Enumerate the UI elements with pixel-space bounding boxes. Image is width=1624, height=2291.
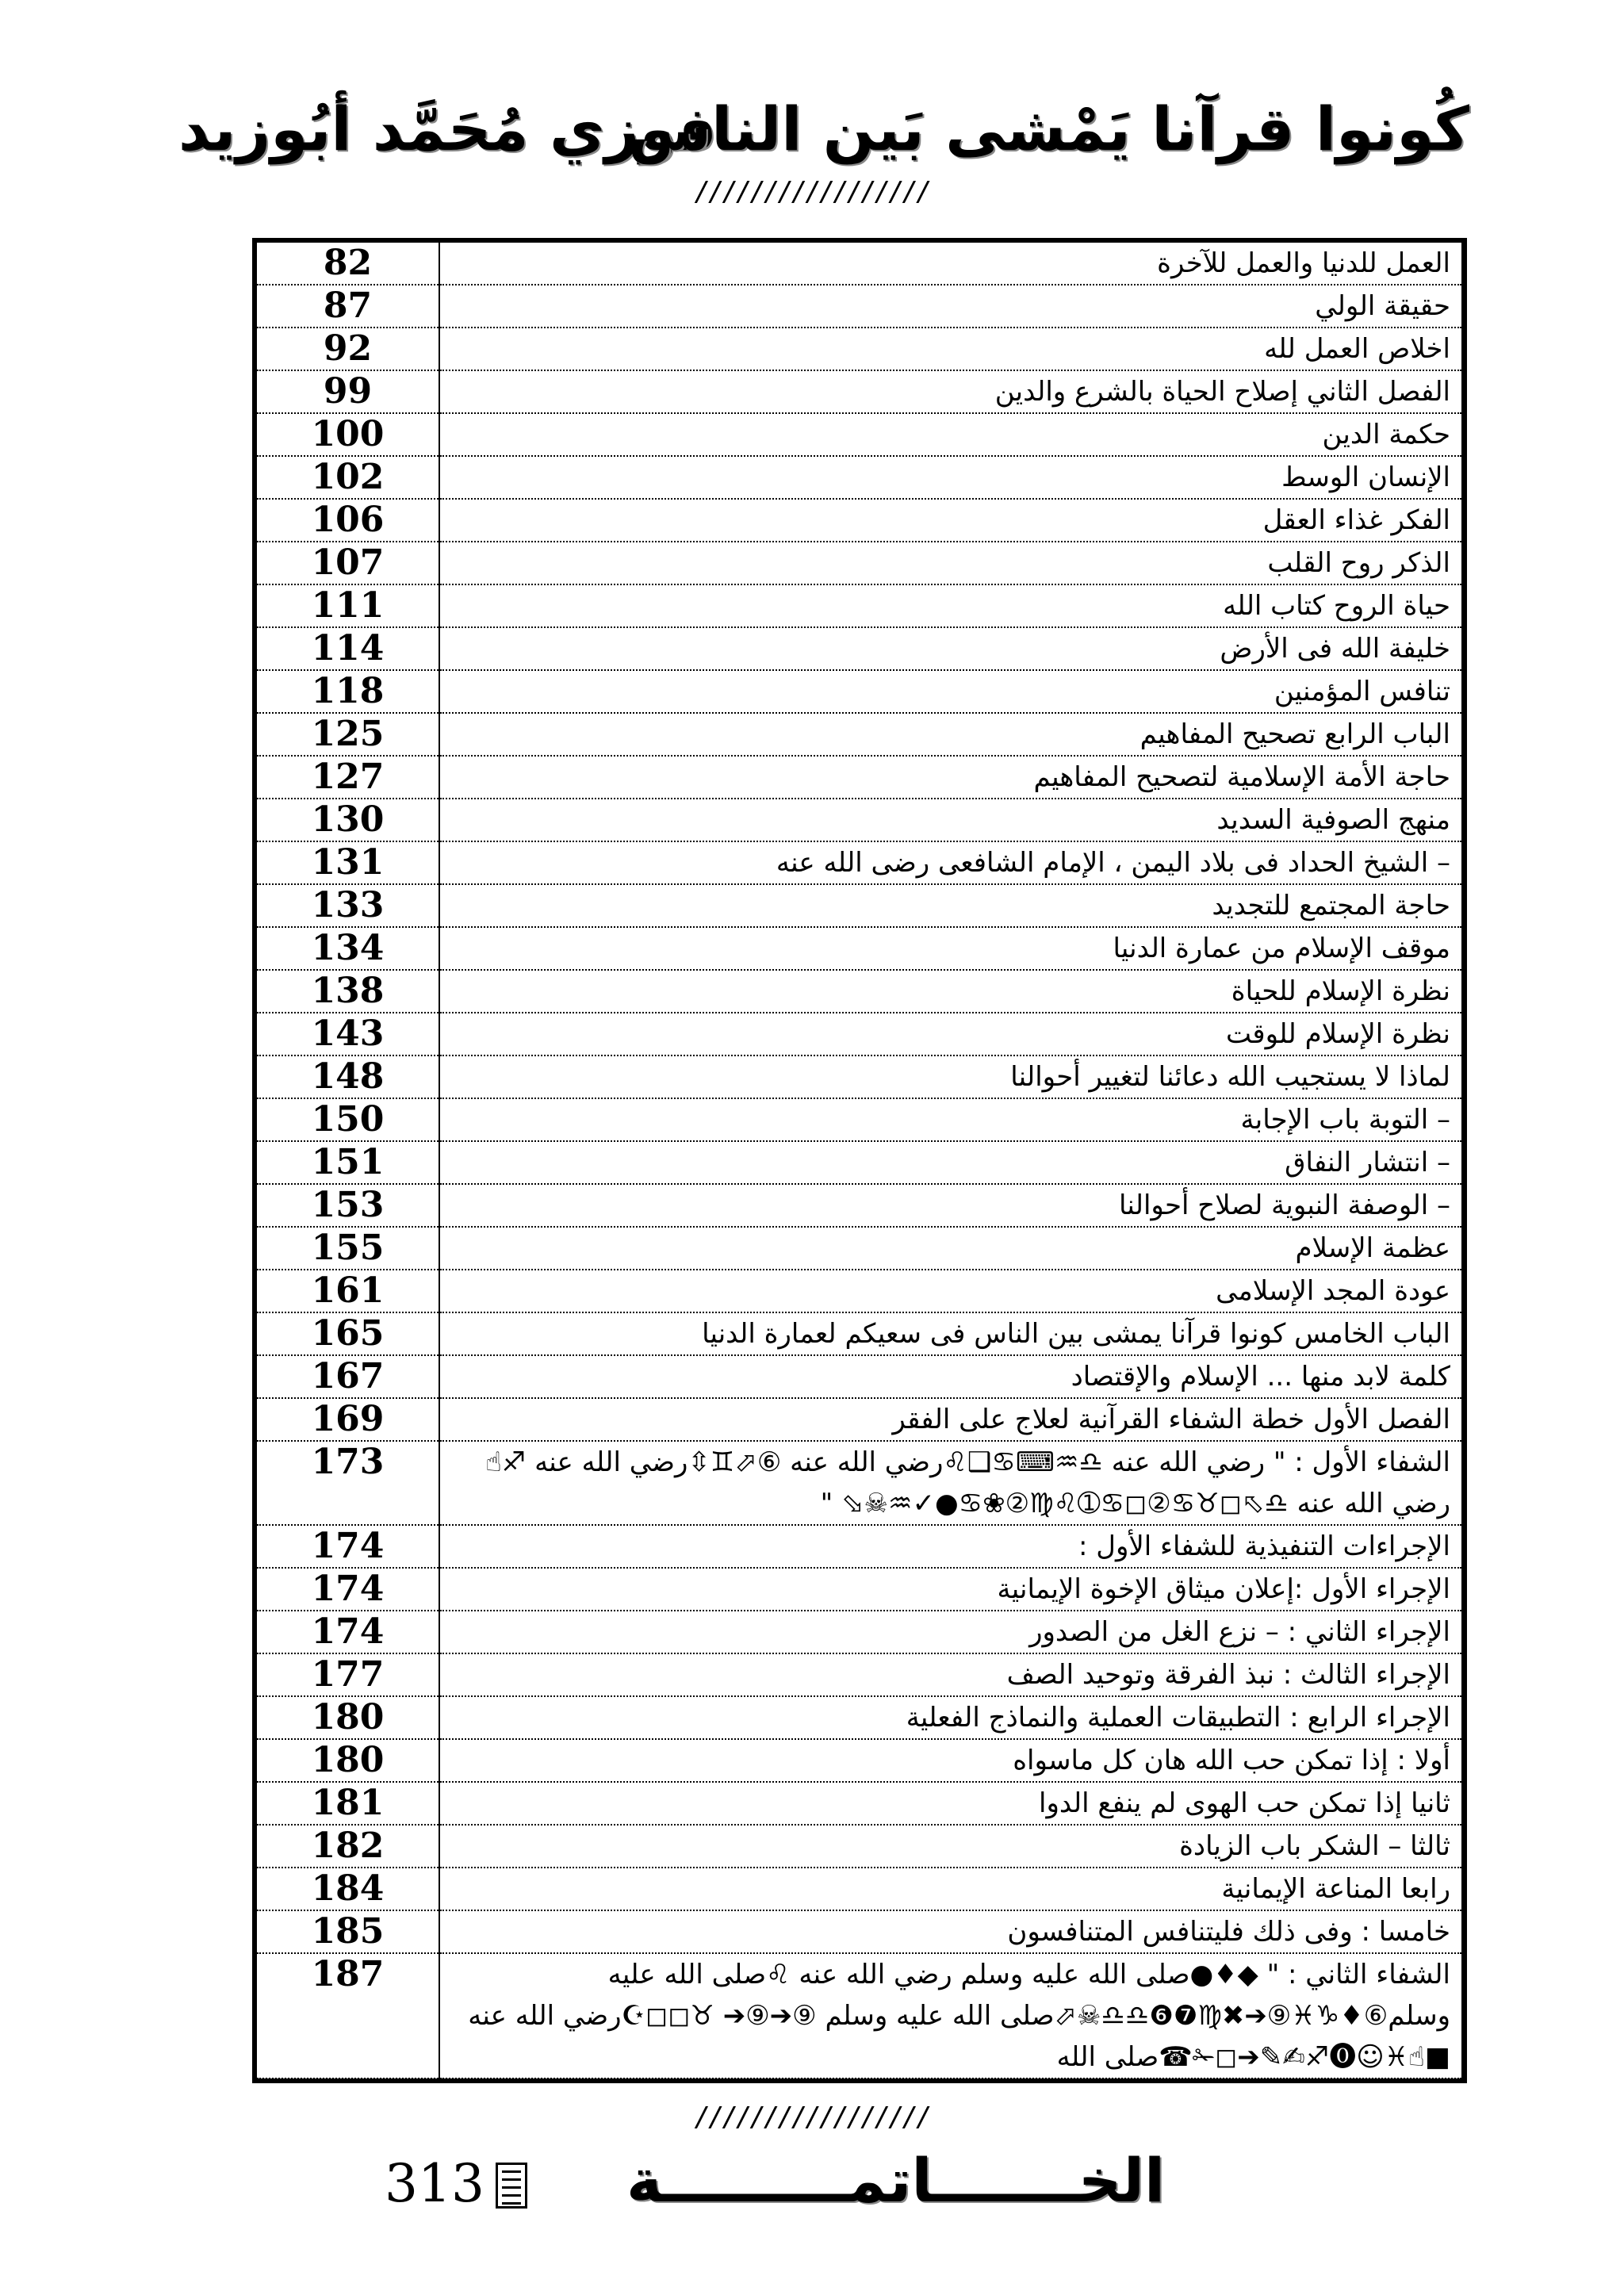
- toc-entry-title: كلمة لابد منها ... الإسلام والإقتصاد: [439, 1355, 1461, 1398]
- toc-row: [257, 970, 1461, 1013]
- toc-page-number: 102: [257, 456, 439, 499]
- toc-row: [257, 1910, 1461, 1953]
- toc-body: [257, 243, 1461, 2078]
- toc-row: [257, 1525, 1461, 1568]
- toc-row: [257, 1653, 1461, 1696]
- toc-page-number: 173: [257, 1441, 439, 1525]
- toc-row: [257, 413, 1461, 456]
- toc-row: [257, 670, 1461, 713]
- toc-entry-title: الشفاء الثاني : " ◆♦●صلى الله عليه وسلم رضي الله عنه ♌صلى الله عليه وسلم⑥♦♑♓⑨➔✖♍❼❻♎♎☠⬀صلى الله عليه وسلم ⑨➔⑨➔ ♉◻◻☪رضي الله عنه ■☝♓☺⓿♐✍✎➔◻✁☎صلى الله: [439, 1953, 1461, 2078]
- toc-page-number: 106: [257, 499, 439, 542]
- toc-entry-title: – انتشار النفاق: [439, 1141, 1461, 1184]
- toc-row: [257, 1141, 1461, 1184]
- toc-entry-title: نظرة الإسلام للوقت: [439, 1013, 1461, 1055]
- toc-page-number: 131: [257, 841, 439, 884]
- toc-row: [257, 1184, 1461, 1227]
- toc-row: [257, 285, 1461, 328]
- toc-row: [257, 1868, 1461, 1910]
- toc-row: [257, 841, 1461, 884]
- book-title: كُونوا قرآنا يَمْشى بَين الناس: [628, 94, 1469, 164]
- toc-row: [257, 1355, 1461, 1398]
- toc-page-number: 148: [257, 1055, 439, 1098]
- toc-entry-title: أولا : إذا تمكن حب الله هان كل ماسواه: [439, 1739, 1461, 1782]
- toc-page-number: 100: [257, 413, 439, 456]
- toc-row: [257, 927, 1461, 970]
- toc-row: [257, 1098, 1461, 1141]
- toc-entry-title: الباب الرابع تصحيح المفاهيم: [439, 713, 1461, 756]
- toc-row: [257, 713, 1461, 756]
- toc-row: [257, 1013, 1461, 1055]
- toc-row: [257, 1055, 1461, 1098]
- toc-row: [257, 584, 1461, 627]
- toc-page-number: 107: [257, 542, 439, 584]
- toc-row: [257, 1825, 1461, 1868]
- toc-entry-title: الفكر غذاء العقل: [439, 499, 1461, 542]
- toc-row: [257, 1782, 1461, 1825]
- toc-page-number: 127: [257, 756, 439, 799]
- bottom-divider: /////////////////: [694, 2101, 930, 2133]
- toc-row: [257, 1568, 1461, 1611]
- toc-row: [257, 499, 1461, 542]
- toc-row: [257, 328, 1461, 370]
- toc-entry-title: تنافس المؤمنين: [439, 670, 1461, 713]
- page-footer: [0, 2145, 1624, 2240]
- toc-row: [257, 243, 1461, 285]
- toc-entry-title: العمل للدنيا والعمل للآخرة: [439, 243, 1461, 285]
- toc-page-number: 182: [257, 1825, 439, 1868]
- toc-page-number: 99: [257, 370, 439, 413]
- toc-page-number: 177: [257, 1653, 439, 1696]
- toc-row: [257, 627, 1461, 670]
- toc-row: [257, 1441, 1461, 1525]
- toc-entry-title: حكمة الدين: [439, 413, 1461, 456]
- toc-row: [257, 1953, 1461, 2078]
- toc-entry-title: اخلاص العمل لله: [439, 328, 1461, 370]
- page-number: 313: [385, 2153, 485, 2214]
- toc-page-number: 161: [257, 1270, 439, 1312]
- toc-entry-title: عظمة الإسلام: [439, 1227, 1461, 1270]
- toc-entry-title: خليفة الله فى الأرض: [439, 627, 1461, 670]
- table-of-contents: [252, 238, 1467, 2083]
- toc-entry-title: الإنسان الوسط: [439, 456, 1461, 499]
- toc-entry-title: حقيقة الولي: [439, 285, 1461, 328]
- toc-entry-title: حاجة الأمة الإسلامية لتصحيح المفاهيم: [439, 756, 1461, 799]
- toc-row: [257, 1739, 1461, 1782]
- author-name: فوزي مُحَمَّد أبُوزيد: [178, 94, 717, 164]
- toc-page-number: 143: [257, 1013, 439, 1055]
- toc-page-number: 165: [257, 1312, 439, 1355]
- toc-page-number: 155: [257, 1227, 439, 1270]
- toc-entry-title: عودة المجد الإسلامى: [439, 1270, 1461, 1312]
- toc-entry-title: ثانيا إذا تمكن حب الهوى لم ينفع الدوا: [439, 1782, 1461, 1825]
- toc-page-number: 174: [257, 1525, 439, 1568]
- toc-entry-title: موقف الإسلام من عمارة الدنيا: [439, 927, 1461, 970]
- section-name: الخـــــــاتمـــــــــة: [626, 2145, 1166, 2216]
- toc-row: [257, 1611, 1461, 1653]
- toc-page-number: 174: [257, 1568, 439, 1611]
- toc-page-number: 118: [257, 670, 439, 713]
- toc-page-number: 87: [257, 285, 439, 328]
- toc-row: [257, 1227, 1461, 1270]
- toc-entry-title: خامسا : وفى ذلك فليتنافس المتنافسون: [439, 1910, 1461, 1953]
- document-icon: [496, 2163, 527, 2209]
- toc-entry-title: رابعا المناعة الإيمانية: [439, 1868, 1461, 1910]
- toc-page-number: 180: [257, 1696, 439, 1739]
- toc-page-number: 130: [257, 799, 439, 841]
- toc-entry-title: ثالثا – الشكر باب الزيادة: [439, 1825, 1461, 1868]
- toc-entry-title: الإجراء الرابع : التطبيقات العملية والنماذج الفعلية: [439, 1696, 1461, 1739]
- toc-entry-title: حاجة المجتمع للتجديد: [439, 884, 1461, 927]
- toc-entry-title: الشفاء الأول : " رضي الله عنه ♎♒⌨♋❑♌رضي الله عنه ⑥⬀♊⇳رضي الله عنه ♐☝رضي الله عنه ♎⬁◻♉♋②◻♋➀♌♍②❀♋●✓♒☠⬂ ": [439, 1441, 1461, 1525]
- toc-row: [257, 756, 1461, 799]
- toc-row: [257, 1312, 1461, 1355]
- toc-entry-title: – التوبة باب الإجابة: [439, 1098, 1461, 1141]
- toc-row: [257, 456, 1461, 499]
- toc-entry-title: الذكر روح القلب: [439, 542, 1461, 584]
- toc-entry-title: الفصل الأول خطة الشفاء القرآنية لعلاج على الفقر: [439, 1398, 1461, 1441]
- toc-page-number: 185: [257, 1910, 439, 1953]
- toc-row: [257, 370, 1461, 413]
- toc-page-number: 114: [257, 627, 439, 670]
- toc-page-number: 111: [257, 584, 439, 627]
- toc-page-number: 180: [257, 1739, 439, 1782]
- toc-entry-title: الإجراءات التنفيذية للشفاء الأول :: [439, 1525, 1461, 1568]
- toc-page-number: 169: [257, 1398, 439, 1441]
- page-header: [0, 94, 1624, 181]
- toc-entry-title: الإجراء الثاني : – نزع الغل من الصدور: [439, 1611, 1461, 1653]
- toc-page-number: 174: [257, 1611, 439, 1653]
- toc-entry-title: حياة الروح كتاب الله: [439, 584, 1461, 627]
- toc-entry-title: – الوصفة النبوية لصلاح أحوالنا: [439, 1184, 1461, 1227]
- toc-row: [257, 542, 1461, 584]
- toc-row: [257, 799, 1461, 841]
- toc-page-number: 92: [257, 328, 439, 370]
- toc-page-number: 184: [257, 1868, 439, 1910]
- toc-entry-title: لماذا لا يستجيب الله دعائنا لتغيير أحوالنا: [439, 1055, 1461, 1098]
- toc-page-number: 125: [257, 713, 439, 756]
- toc-row: [257, 1398, 1461, 1441]
- toc-page-number: 150: [257, 1098, 439, 1141]
- toc-page-number: 153: [257, 1184, 439, 1227]
- toc-entry-title: الفصل الثاني إصلاح الحياة بالشرع والدين: [439, 370, 1461, 413]
- toc-page-number: 133: [257, 884, 439, 927]
- toc-page-number: 134: [257, 927, 439, 970]
- toc-table: [257, 243, 1461, 2079]
- toc-page-number: 167: [257, 1355, 439, 1398]
- top-divider: /////////////////: [694, 176, 930, 208]
- toc-entry-title: الباب الخامس كونوا قرآنا يمشى بين الناس فى سعيكم لعمارة الدنيا: [439, 1312, 1461, 1355]
- toc-entry-title: نظرة الإسلام للحياة: [439, 970, 1461, 1013]
- toc-row: [257, 1696, 1461, 1739]
- toc-page-number: 187: [257, 1953, 439, 2078]
- toc-entry-title: الإجراء الثالث : نبذ الفرقة وتوحيد الصف: [439, 1653, 1461, 1696]
- toc-entry-title: منهج الصوفية السديد: [439, 799, 1461, 841]
- toc-page-number: 82: [257, 243, 439, 285]
- toc-page-number: 138: [257, 970, 439, 1013]
- toc-entry-title: الإجراء الأول :إعلان ميثاق الإخوة الإيمانية: [439, 1568, 1461, 1611]
- toc-row: [257, 1270, 1461, 1312]
- toc-entry-title: – الشيخ الحداد فى بلاد اليمن ، الإمام الشافعى رضى الله عنه: [439, 841, 1461, 884]
- toc-page-number: 181: [257, 1782, 439, 1825]
- toc-page-number: 151: [257, 1141, 439, 1184]
- toc-row: [257, 884, 1461, 927]
